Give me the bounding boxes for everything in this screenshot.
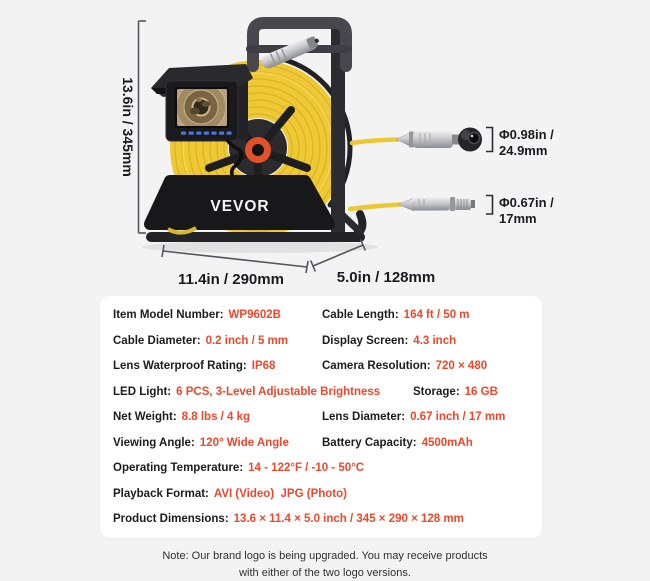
head-small-size-line1: Φ0.67in / [499, 195, 554, 210]
spec-label: Display Screen: [322, 334, 409, 347]
spec-value: 0.2 inch / 5 mm [205, 334, 289, 347]
spec-label: Operating Temperature: [113, 462, 244, 474]
spec-value: 6 PCS, 3-Level Adjustable Brightness [176, 385, 381, 398]
spec-label: Battery Capacity: [322, 436, 417, 449]
spec-item-model-number [113, 310, 322, 322]
camera-head-large [352, 127, 554, 158]
spec-row [113, 380, 534, 406]
camera-lens-small [471, 200, 475, 208]
spec-label: Item Model Number: [113, 309, 224, 321]
spec-row [113, 303, 534, 329]
spec-label: LED Light: [113, 385, 172, 398]
spec-value: 8.8 lbs / 4 kg [181, 411, 251, 423]
spec-label: Cable Length: [322, 309, 399, 321]
spec-label: Storage: [413, 385, 460, 398]
spec-battery-capacity [322, 438, 534, 450]
brand-logo-note [0, 548, 650, 581]
spec-viewing-angle [113, 438, 322, 450]
spec-value: 0.67 inch / 17 mm [410, 411, 506, 423]
diameter-bracket-small [486, 196, 493, 215]
width-label: 11.4in / 290mm [178, 271, 284, 288]
spec-value: AVI (Video) JPG (Photo) [213, 487, 347, 500]
depth-label: 5.0in / 128mm [336, 269, 436, 286]
spec-label: Net Weight: [113, 411, 177, 423]
spec-value: 4.3 inch [413, 334, 457, 347]
spec-net-weight [113, 412, 322, 424]
spec-value: 14 - 122°F / -10 - 50°C [248, 462, 365, 474]
spec-row [113, 482, 534, 508]
spec-row [113, 456, 534, 482]
spec-row [113, 354, 534, 380]
brand-logo: VEVOR [210, 198, 270, 215]
spec-row [113, 507, 534, 533]
spec-value: 120° Wide Angle [199, 436, 289, 449]
spec-value: IP68 [251, 360, 276, 372]
spec-led-light [113, 387, 413, 399]
spec-label: Viewing Angle: [113, 436, 195, 449]
spec-operating-temperature [113, 463, 364, 475]
diameter-bracket-large [486, 128, 493, 152]
spec-value: WP9602B [228, 309, 281, 321]
spec-lens-diameter [322, 412, 534, 424]
spec-value: 16 GB [464, 385, 498, 398]
head-large-size-line1: Φ0.98in / [499, 127, 554, 142]
dimension-height [120, 21, 146, 233]
spec-value: 720 × 480 [435, 360, 488, 372]
spec-row [113, 431, 534, 457]
height-label: 13.6in / 345mm [120, 77, 136, 177]
camera-lens-large [469, 133, 480, 144]
spec-storage [413, 387, 534, 399]
spec-row [113, 405, 534, 431]
spec-card [100, 296, 542, 538]
spec-cable-length [322, 310, 534, 322]
spec-product-dimensions [113, 514, 464, 526]
spec-camera-resolution [322, 361, 534, 373]
spec-cable-diameter [113, 336, 322, 348]
spec-waterproof-rating [113, 361, 322, 373]
spec-label: Lens Waterproof Rating: [113, 360, 247, 372]
spec-label: Lens Diameter: [322, 411, 406, 423]
spec-label: Cable Diameter: [113, 334, 201, 347]
spec-value: 4500mAh [421, 436, 473, 449]
spec-row [113, 329, 534, 355]
note-line-2: with either of the two logo versions. [239, 566, 411, 579]
spec-value: 13.6 × 11.4 × 5.0 inch / 345 × 290 × 128 mm [233, 513, 464, 525]
head-large-size-line2: 24.9mm [499, 143, 548, 158]
spec-display-screen [322, 336, 534, 348]
spec-label: Playback Format: [113, 487, 209, 500]
note-line-1: Note: Our brand logo is being upgraded. You may receive products [162, 550, 488, 562]
spec-playback-format [113, 489, 347, 501]
spec-label: Camera Resolution: [322, 360, 431, 372]
camera-head-small [350, 195, 554, 226]
spec-label: Product Dimensions: [113, 513, 229, 525]
head-small-size-line2: 17mm [499, 211, 537, 226]
spec-value: 164 ft / 50 m [403, 309, 470, 321]
